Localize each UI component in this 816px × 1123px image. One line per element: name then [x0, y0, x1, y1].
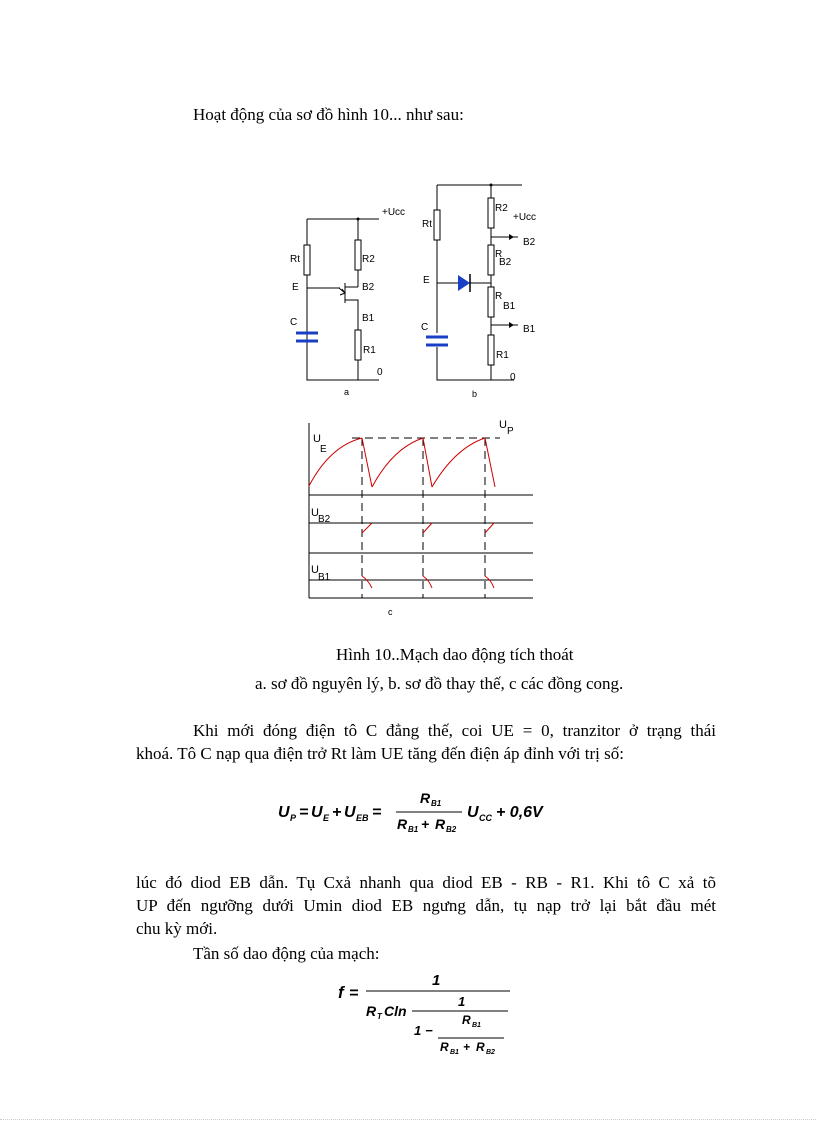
ub2-u: U — [311, 507, 319, 519]
f1-ucc-sub: CC — [479, 813, 492, 823]
f1-ue-sub: E — [323, 813, 330, 823]
b-rb1-b-label: B1 — [503, 301, 516, 312]
f2-rb1-sub: B1 — [472, 1022, 481, 1029]
f2-one-b: 1 — [458, 994, 466, 1009]
f1-num-sub: B1 — [431, 799, 442, 808]
f1-tail: + 0,6V — [496, 804, 543, 821]
b-rt-label: Rt — [422, 219, 432, 230]
paragraph-2-line-2: UP đến ngưỡng dưới Umin diod EB ngưng dẫn, tụ nạp trở lại bắt đầu mét — [136, 896, 716, 915]
paragraph-1-line-1: Khi mới đóng điện tô C đẳng thế, coi UE = 0, tranzitor ở trạng thái — [193, 721, 716, 740]
f2-rb2-sub: B2 — [486, 1049, 495, 1056]
figure-caption-title: Hình 10..Mạch dao động tích thoát — [336, 645, 574, 664]
f2-rb1b: R — [440, 1040, 449, 1054]
f2-plus: + — [463, 1040, 471, 1054]
f1-den-b-sub: B2 — [446, 825, 457, 834]
f2-rt: R — [366, 1003, 377, 1019]
f1-den-a: R — [397, 816, 408, 832]
paragraph-1-line-2: khoá. Tô C nạp qua điện trở Rt làm UE tăng đến điện áp đỉnh với trị số: — [136, 744, 624, 763]
intro-text: Hoạt động của sơ đồ hình 10... như sau: — [193, 105, 464, 124]
b-ucc-label: +Ucc — [513, 212, 537, 223]
a-e-label: E — [292, 282, 299, 293]
paragraph-2-line-3: chu kỳ mới. — [136, 919, 218, 938]
frequency-intro: Tần số dao động của mạch: — [193, 944, 380, 963]
a-ucc-label: +Ucc — [382, 207, 406, 218]
f1-den-b: R — [435, 816, 446, 832]
a-caption: a — [344, 387, 350, 397]
f1-ucc: U — [467, 804, 479, 821]
up-sub: P — [507, 426, 514, 437]
ub2-sub: B2 — [318, 514, 331, 525]
f1-den-a-sub: B1 — [408, 825, 419, 834]
f1-eq1: = — [299, 804, 309, 821]
b-rb1-r-label: R — [495, 291, 503, 302]
up-u: U — [499, 419, 507, 431]
b-zero-label: 0 — [510, 372, 516, 383]
f1-eq2: = — [372, 804, 382, 821]
f2-one: 1 — [432, 972, 441, 989]
f2-rt-sub: T — [377, 1012, 382, 1021]
formula-up — [270, 787, 560, 837]
formula-f — [330, 968, 530, 1063]
paragraph-1 — [136, 719, 716, 765]
circuit-diagrams — [280, 175, 550, 405]
f2-rb1: R — [462, 1013, 471, 1027]
f2-f: f — [338, 983, 344, 1002]
ub1-sub: B1 — [318, 572, 331, 583]
b-rb2-r-label: R — [495, 249, 503, 260]
f2-cln: Cln — [384, 1003, 407, 1019]
f1-ueb: U — [344, 804, 356, 821]
f2-rb1b-sub: B1 — [450, 1049, 459, 1056]
f1-ue: U — [311, 804, 323, 821]
page-bottom-rule — [0, 1119, 816, 1120]
ub1-u: U — [311, 564, 319, 576]
ue-u: U — [313, 433, 321, 445]
b-e-label: E — [423, 275, 430, 286]
figure-caption-sub: a. sơ đồ nguyên lý, b. sơ đồ thay thế, c các đồng cong. — [255, 674, 624, 693]
a-c-label: C — [290, 317, 298, 328]
a-b2-label: B2 — [362, 282, 375, 293]
f1-plus1: + — [332, 804, 342, 821]
f2-minus: − — [425, 1023, 433, 1038]
f2-rb2: R — [476, 1040, 485, 1054]
paragraph-2-line-1: lúc đó diod EB dẫn. Tụ Cxả nhanh qua diod EB - RB - R1. Khi tô C xả tõ — [136, 873, 716, 892]
waveform-diagram — [300, 418, 540, 623]
f1-num: R — [420, 790, 431, 806]
b-r2-label: R2 — [495, 203, 508, 214]
f2-eq: = — [349, 985, 359, 1002]
f1-den-plus: + — [421, 816, 430, 832]
a-r2-label: R2 — [362, 254, 375, 265]
f1-up: U — [278, 804, 290, 821]
f1-up-sub: P — [290, 813, 297, 823]
a-b1-label: B1 — [362, 313, 375, 324]
b-rb2-b-label: B2 — [499, 257, 512, 268]
c-caption: c — [388, 607, 393, 617]
b-b2-out-label: B2 — [523, 237, 536, 248]
b-r1-label: R1 — [496, 350, 509, 361]
a-r1-label: R1 — [363, 345, 376, 356]
a-zero-label: 0 — [377, 367, 383, 378]
a-rt-label: Rt — [290, 254, 300, 265]
b-c-label: C — [421, 322, 429, 333]
f2-one-c: 1 — [414, 1023, 422, 1038]
ue-sub: E — [320, 444, 327, 455]
b-b1-out-label: B1 — [523, 324, 536, 335]
f1-ueb-sub: EB — [356, 813, 369, 823]
paragraph-2 — [136, 871, 716, 940]
b-caption: b — [472, 389, 478, 399]
